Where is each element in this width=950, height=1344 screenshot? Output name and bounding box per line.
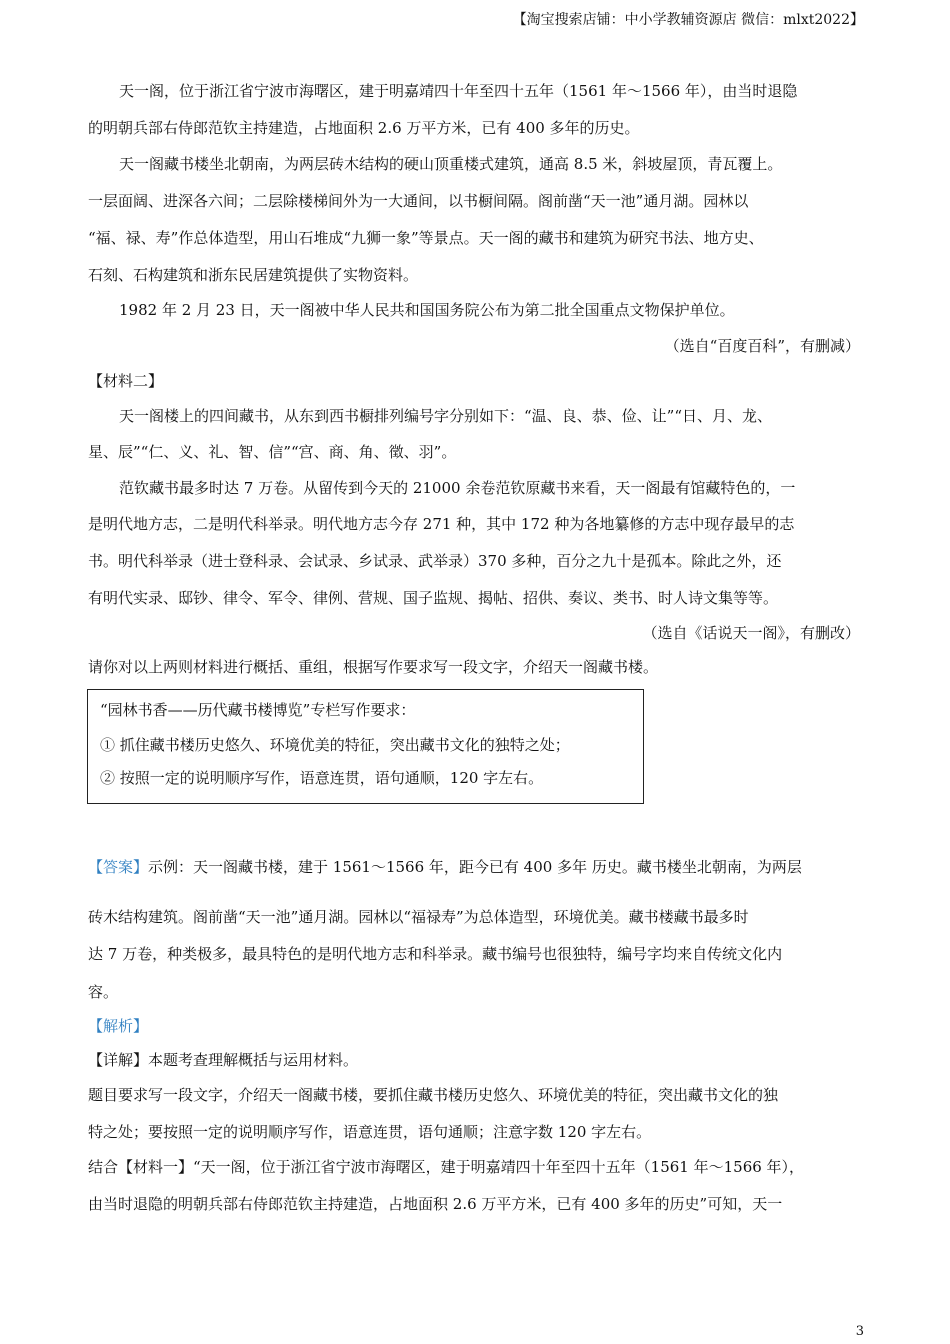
material2-line-6: 有明代实录、邸钞、律令、军令、律例、营规、国子监规、揭帖、招供、奏议、类书、时人诗文集等等。 — [88, 589, 779, 607]
analysis-detail — [88, 1049, 358, 1071]
material1-line-7: 1982 年 2 月 23 日，天一阁被中华人民共和国国务院公布为第二批全国重点文物保护单位。 — [119, 301, 735, 319]
answer-line-4: 容。 — [88, 983, 119, 1001]
header-note: 【淘宝搜索店铺：中小学教辅资源店 微信：mlxt2022】 — [512, 12, 864, 28]
material1-line-5: “福、禄、寿”作总体造型，用山石堆成“九狮一象”等景点。天一阁的藏书和建筑为研究书法、地方史、 — [88, 229, 764, 247]
analysis-line-2: 特之处；要按照一定的说明顺序写作，语意连贯，语句通顺；注意字数 120 字左右。 — [88, 1123, 652, 1141]
page-number: 3 — [855, 1324, 864, 1339]
material1-line-1: 天一阁，位于浙江省宁波市海曙区，建于明嘉靖四十年至四十五年（1561 年～1566 年），由当时退隐 — [119, 82, 798, 100]
answer-line-1 — [88, 856, 802, 878]
material2-line-5: 书。明代科举录（进士登科录、会试录、乡试录、武举录）370 多种，百分之九十是孤本。除此之外，还 — [88, 552, 782, 570]
material2-source: （选自《话说天一阁》，有删改） — [642, 624, 860, 642]
detail-text: 本题考查理解概括与运用材料。 — [148, 1051, 359, 1069]
analysis-line-1: 题目要求写一段文字，介绍天一阁藏书楼，要抓住藏书楼历史悠久、环境优美的特征，突出藏书文化的独 — [88, 1086, 779, 1104]
analysis-line-3: 结合【材料一】“天一阁，位于浙江省宁波市海曙区，建于明嘉靖四十年至四十五年（1561 年～1566 年）， — [88, 1158, 805, 1176]
material1-line-2: 的明朝兵部右侍郎范钦主持建造，占地面积 2.6 万平方米，已有 400 多年的历史。 — [88, 119, 640, 137]
analysis-label: 【解析】 — [88, 1017, 149, 1035]
question-prompt: 请你对以上两则材料进行概括、重组，根据写作要求写一段文字，介绍天一阁藏书楼。 — [88, 658, 659, 676]
material2-line-1: 天一阁楼上的四间藏书，从东到西书橱排列编号字分别如下：“温、良、恭、俭、让”“日、月、龙、 — [119, 407, 773, 425]
detail-label: 【详解】 — [88, 1051, 149, 1069]
requirement-item-2: ② 按照一定的说明顺序写作，语意连贯，语句通顺，120 字左右。 — [100, 769, 544, 787]
answer-line-2: 砖木结构建筑。阁前凿“天一池”通月湖。园林以“福禄寿”为总体造型，环境优美。藏书楼藏书最多时 — [88, 908, 749, 926]
material2-line-2: 星、辰”“仁、义、礼、智、信”“宫、商、角、徵、羽”。 — [88, 443, 457, 461]
answer-label: 【答案】 — [88, 858, 149, 876]
material1-line-4: 一层面阔、进深各六间；二层除楼梯间外为一大通间，以书橱间隔。阁前凿“天一池”通月湖。园林以 — [88, 192, 749, 210]
answer-line-3: 达 7 万卷，种类极多，最具特色的是明代地方志和科举录。藏书编号也很独特，编号字均来自传统文化内 — [88, 945, 783, 963]
requirements-title: “园林书香——历代藏书楼博览”专栏写作要求： — [100, 701, 416, 719]
material2-line-3: 范钦藏书最多时达 7 万卷。从留传到今天的 21000 余卷范钦原藏书来看，天一阁最有馆藏特色的，一 — [119, 479, 796, 497]
material1-line-6: 石刻、石构建筑和浙东民居建筑提供了实物资料。 — [88, 266, 419, 284]
material2-heading: 【材料二】 — [88, 372, 164, 390]
requirements-box — [87, 689, 644, 804]
material2-line-4: 是明代地方志，二是明代科举录。明代地方志今存 271 种，其中 172 种为各地纂修的方志中现存最早的志 — [88, 515, 795, 533]
material1-line-3: 天一阁藏书楼坐北朝南，为两层砖木结构的硬山顶重楼式建筑，通高 8.5 米，斜坡屋顶，青瓦覆上。 — [119, 155, 783, 173]
material1-source: （选自“百度百科”，有删减） — [664, 337, 860, 355]
requirement-item-1: ① 抓住藏书楼历史悠久、环境优美的特征，突出藏书文化的独特之处； — [100, 736, 570, 754]
analysis-line-4: 由当时退隐的明朝兵部右侍郎范钦主持建造，占地面积 2.6 万平方米，已有 400 多年的历史”可知，天一 — [88, 1195, 783, 1213]
answer-text-1: 示例：天一阁藏书楼，建于 1561～1566 年，距今已有 400 多年 历史。藏书楼坐北朝南，为两层 — [148, 858, 802, 876]
